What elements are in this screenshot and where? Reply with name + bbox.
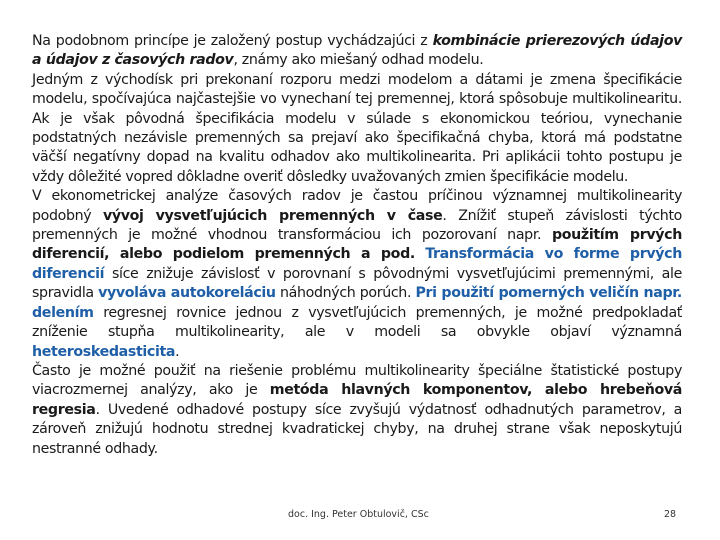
p3-text-5: regresnej rovnice jednou z vysvetľujúcich premenných, je možné predpokladať zníženie stupňa multikolinearity, ale v modeli sa obvykle objaví významná: [32, 304, 682, 341]
p4-bold-methods: metóda hlavných komponentov, alebo hrebeňová regresia: [32, 382, 682, 418]
p3-blue-autocorrelation: vyvoláva autokoreláciu: [98, 285, 276, 302]
p1-text-2: , známy ako miešaný odhad modelu.: [233, 52, 484, 69]
paragraph-1: [32, 32, 682, 71]
p2-text: Jedným z východísk pri prekonaní rozporu medzi modelom a dátami je zmena špecifikácie modelu, spočívajúca najčastejšie vo vynechaní tej premennej, ktorá spôsobuje multikolinearitu. Ak je však pôvodná špecifikácia modelu v súlade s ekonomickou teóriou, vynechanie podstatných nezávisle premenných sa prejaví ako špecifikačná chyba, ktorá má podstatne väčší negatívny dopad na kvalitu odhadov ako multikolinearita. Pri aplikácii tohto postupu je vždy dôležité vopred dôkladne overiť dôsledky uvažovaných zmien špecifikácie modelu.: [32, 71, 682, 185]
p3-bold-trend: vývoj vysvetľujúcich premenných v čase: [102, 207, 443, 224]
p3-space: [415, 246, 425, 262]
p3-text-4: náhodných porúch.: [275, 285, 416, 302]
p3-blue-transformation: Transformácia vo forme prvých diferencií: [32, 246, 682, 282]
paragraph-4: [32, 362, 682, 459]
paragraph-3: [32, 187, 682, 362]
page-number: 28: [664, 509, 677, 520]
footer-author: doc. Ing. Peter Obtulovič, CSc: [288, 509, 429, 520]
paragraph-2: [32, 71, 682, 187]
p3-blue-heteroskedasticity: heteroskedasticita: [32, 343, 176, 360]
p3-bold-differences: použitím prvých diferencií, alebo podielom premenných a pod.: [32, 227, 682, 263]
slide-body-text: [32, 32, 682, 459]
p3-text-3: síce znižuje závislosť v porovnaní s pôvodnými vysvetľujúcimi premennými, ale spravidla: [32, 265, 682, 302]
p4-text-2: . Uvedené odhadové postupy síce zvyšujú výdatnosť odhadnutých parametrov, a zároveň znižujú hodnotu strednej kvadratickej chyby, na druhej strane však neposkytujú nestranné odhady.: [32, 401, 682, 457]
p3-text-2: . Znížiť stupeň závislosti týchto premenných je možné vhodnou transformáciou ich pozorovaní napr.: [32, 207, 682, 244]
p4-text-1: Často je možné použiť na riešenie problému multikolinearity špeciálne štatistické postupy viacrozmernej analýzy, ako je: [32, 362, 682, 399]
p3-text-6: .: [175, 343, 180, 360]
p3-text-1: V ekonometrickej analýze časových radov je častou príčinou významnej multikolinearity podobný: [32, 188, 682, 224]
p1-emphasis-combination: kombinácie prierezových údajov a údajov z časových radov: [32, 33, 682, 69]
p1-text-1: Na podobnom princípe je založený postup vychádzajúci z: [32, 33, 433, 49]
p3-blue-ratios: Pri použití pomerných veličín napr. delením: [32, 285, 682, 321]
